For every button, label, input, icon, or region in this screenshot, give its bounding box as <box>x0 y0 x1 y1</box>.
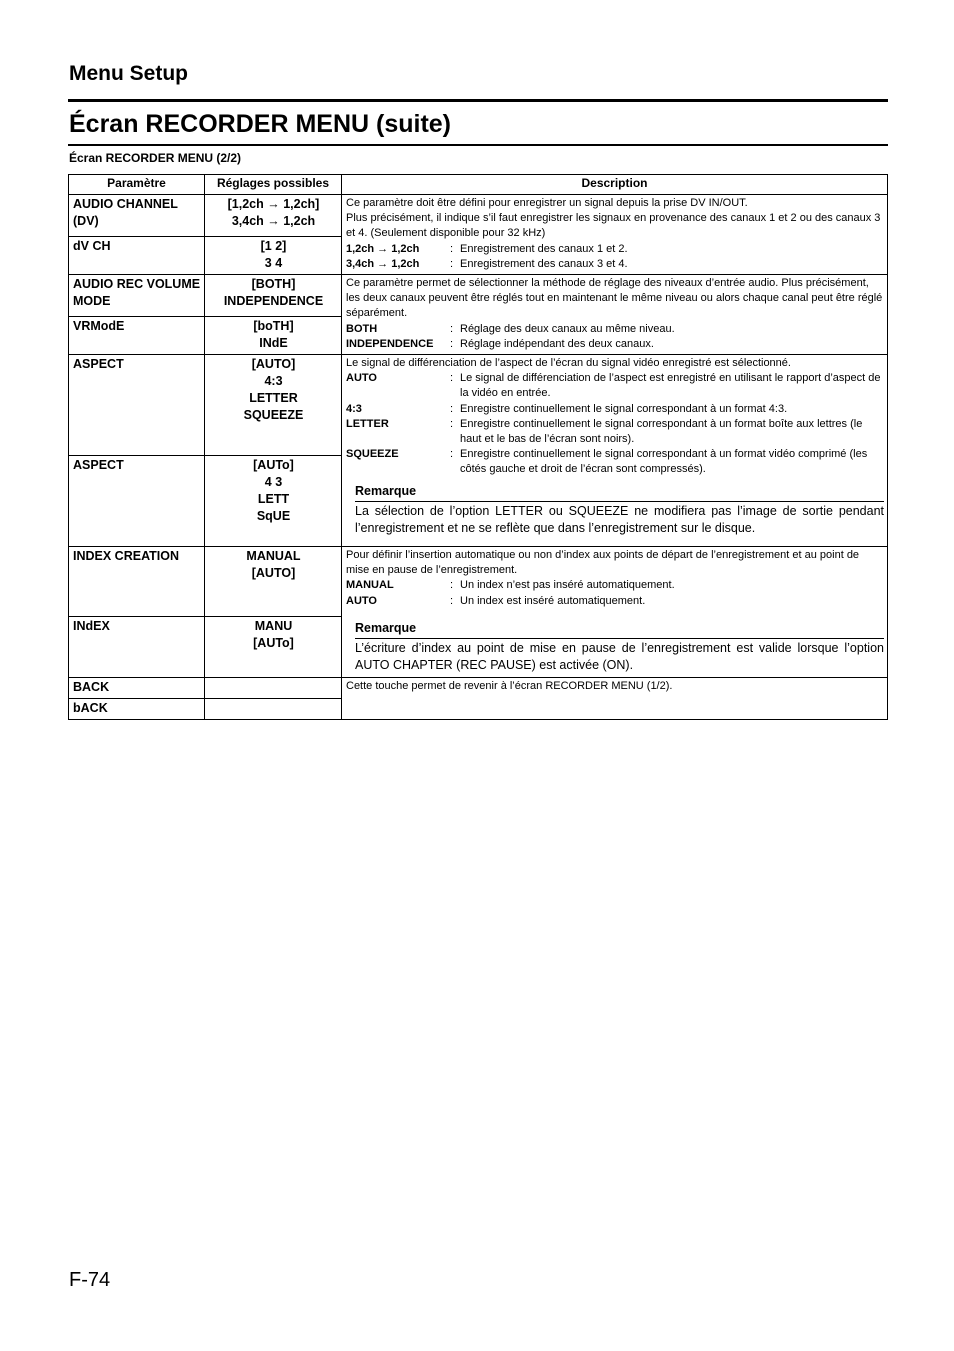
setting-value: INdE <box>259 336 288 351</box>
setting-value: [BOTH] <box>251 277 296 292</box>
definition-item: AUTO : Un index est inséré automatiquement. <box>346 594 884 609</box>
desc-audio-channel <box>342 195 888 275</box>
definition-key: BOTH <box>346 322 378 335</box>
desc-text: Cette touche permet de revenir à l’écran RECORDER MENU (1/2). <box>346 680 673 693</box>
setting-lcd-aspect <box>205 456 342 547</box>
definition-key: LETTER <box>346 417 389 430</box>
definition-item: INDEPENDENCE : Réglage indépendant des deux canaux. <box>346 337 884 352</box>
table-row <box>69 547 888 617</box>
settings-table <box>68 174 888 720</box>
setting-audio-rec <box>205 275 342 317</box>
setting-value: LETTER <box>249 391 298 406</box>
definition-key: SQUEEZE <box>346 448 399 461</box>
definition-key: INDEPENDENCE <box>346 337 434 350</box>
setting-value: MANU <box>254 619 293 634</box>
setting-lcd-audio-channel <box>205 237 342 275</box>
desc-index <box>342 547 888 678</box>
definition-value: Le signal de différenciation de l’aspect est enregistré en utilisant le rapport d’aspect de la vidéo en entrée. <box>460 372 881 400</box>
setting-back <box>205 678 342 699</box>
setting-value: 4 3 <box>264 475 283 490</box>
param-index: INDEX CREATION <box>69 547 205 617</box>
header-parametre: Paramètre <box>69 175 205 195</box>
table-subtitle: Écran RECORDER MENU (2/2) <box>69 151 242 165</box>
note-title: Remarque <box>355 484 884 502</box>
setting-aspect <box>205 355 342 456</box>
setting-value: 3 4 <box>264 256 283 270</box>
definition-value: Un index n’est pas inséré automatiquement. <box>460 579 675 592</box>
definition-key: AUTO <box>346 594 377 607</box>
param-lcd-audio-channel: dV CH <box>69 237 205 275</box>
setting-value: [AUTo] <box>253 458 294 473</box>
definition-value: Un index est inséré automatiquement. <box>460 594 646 607</box>
table-header-row <box>69 175 888 195</box>
param-lcd-aspect: ASPECT <box>69 456 205 547</box>
definition-value: Enregistre continuellement le signal correspondant à un format vidéo comprimé (les côtés gauche et droit de l’écran sont compressés). <box>460 448 868 476</box>
page-title: Écran RECORDER MENU (suite) <box>69 110 451 138</box>
definition-key: 1,2ch → 1,2ch <box>346 242 420 255</box>
definition-value: Enregistre continuellement le signal correspondant à un format 4:3. <box>460 402 788 415</box>
definition-key: AUTO <box>346 372 377 385</box>
param-back: BACK <box>69 678 205 699</box>
desc-aspect <box>342 355 888 547</box>
header-rule <box>68 99 888 102</box>
note-text: La sélection de l’option LETTER ou SQUEEZE ne modifiera pas l’image de sortie pendant l’enregistrement et ne se reflète que dans l’enregistrement sur le disque. <box>355 503 884 535</box>
setting-lcd-index <box>205 617 342 678</box>
param-lcd-index: INdEX <box>69 617 205 678</box>
note-text: L’écriture d’index au point de mise en pause de l’enregistrement est valide lorsque l’option AUTO CHAPTER (REC PAUSE) est activée (ON). <box>355 641 884 673</box>
setting-value: [1 2] <box>260 239 287 253</box>
setting-value: MANUAL <box>246 549 301 564</box>
table-row <box>69 275 888 317</box>
definition-value: Enregistrement des canaux 1 et 2. <box>460 242 628 255</box>
definition-item: 1,2ch → 1,2ch : Enregistrement des canaux 1 et 2. <box>346 242 884 257</box>
definition-key: MANUAL <box>346 579 394 592</box>
setting-value: [1,2ch → 1,2ch] <box>227 197 320 211</box>
desc-text: Ce paramètre doit être défini pour enregistrer un signal depuis la prise DV IN/OUT. <box>346 197 748 209</box>
definition-item: MANUAL : Un index n’est pas inséré automatiquement. <box>346 578 884 593</box>
desc-text: Plus précisément, il indique s’il faut enregistrer les signaux en provenance des canaux 1 et 2 ou des canaux 3 et 4. (Seulement disponible pour 32 kHz) <box>346 212 881 240</box>
definition-item: AUTO : Le signal de différenciation de l’aspect est enregistré en utilisant le rapport d’aspect de la vidéo en entrée. <box>346 371 884 401</box>
setting-value: SQUEEZE <box>243 408 304 423</box>
section-title: Menu Setup <box>69 62 188 85</box>
table-row <box>69 678 888 699</box>
setting-value: [AUTO] <box>251 566 296 581</box>
setting-value: LETT <box>257 492 290 507</box>
setting-value: [AUTO] <box>251 357 296 372</box>
desc-audio-rec <box>342 275 888 355</box>
definition-value: Enregistrement des canaux 3 et 4. <box>460 257 628 270</box>
definition-value: Enregistre continuellement le signal correspondant à un format boîte aux lettres (le haut et le bas de l’écran sont noirs). <box>460 417 863 446</box>
desc-text: Le signal de différenciation de l’aspect de l’écran du signal vidéo enregistré est sélectionné. <box>346 357 791 370</box>
definition-value: Réglage des deux canaux au même niveau. <box>460 322 675 335</box>
param-aspect: ASPECT <box>69 355 205 456</box>
header-reglages: Réglages possibles <box>205 175 342 195</box>
param-lcd-back: bACK <box>69 699 205 720</box>
setting-lcd-audio-rec <box>205 317 342 355</box>
setting-value: [boTH] <box>253 319 294 334</box>
page-number: F-74 <box>69 1269 111 1291</box>
definition-item: LETTER : Enregistre continuellement le signal correspondant à un format boîte aux lettres (le haut et le bas de l’écran sont noirs). <box>346 417 884 447</box>
definition-item: SQUEEZE : Enregistre continuellement le signal correspondant à un format vidéo comprimé (les côtés gauche et droit de l’écran sont compressés). <box>346 447 884 477</box>
note-box <box>355 621 884 674</box>
param-lcd-audio-rec: VRModE <box>69 317 205 355</box>
title-rule <box>68 144 888 146</box>
table-row <box>69 355 888 456</box>
setting-value: [AUTo] <box>253 636 294 651</box>
note-title: Remarque <box>355 621 884 639</box>
header-description: Description <box>342 175 888 195</box>
setting-value: 4:3 <box>264 374 283 389</box>
table-row <box>69 195 888 237</box>
setting-index <box>205 547 342 617</box>
setting-audio-channel <box>205 195 342 237</box>
definition-item: 3,4ch → 1,2ch : Enregistrement des canaux 3 et 4. <box>346 257 884 272</box>
desc-text: Ce paramètre permet de sélectionner la méthode de réglage des niveaux d’entrée audio. Plus précisément, les deux canaux peuvent être réglés tout en maintenant le même niveau ou alors chaque canal peut être réglé séparément. <box>346 277 883 320</box>
param-audio-rec: AUDIO REC VOLUME MODE <box>69 275 205 317</box>
desc-back <box>342 678 888 720</box>
setting-value: SqUE <box>256 509 291 524</box>
definition-key: 4:3 <box>346 402 362 415</box>
definition-item: 4:3 : Enregistre continuellement le signal correspondant à un format 4:3. <box>346 402 884 417</box>
desc-text: Pour définir l’insertion automatique ou non d’index aux points de départ de l’enregistrement et au point de mise en pause de l’enregistrement. <box>346 549 860 577</box>
definition-item: BOTH : Réglage des deux canaux au même niveau. <box>346 322 884 337</box>
definition-key: 3,4ch → 1,2ch <box>346 257 420 270</box>
setting-value: 3,4ch → 1,2ch <box>231 214 316 228</box>
param-audio-channel: AUDIO CHANNEL (DV) <box>69 195 205 237</box>
setting-lcd-back <box>205 699 342 720</box>
note-box <box>355 484 884 537</box>
setting-value: INDEPENDENCE <box>223 294 324 309</box>
definition-value: Réglage indépendant des deux canaux. <box>460 337 654 350</box>
